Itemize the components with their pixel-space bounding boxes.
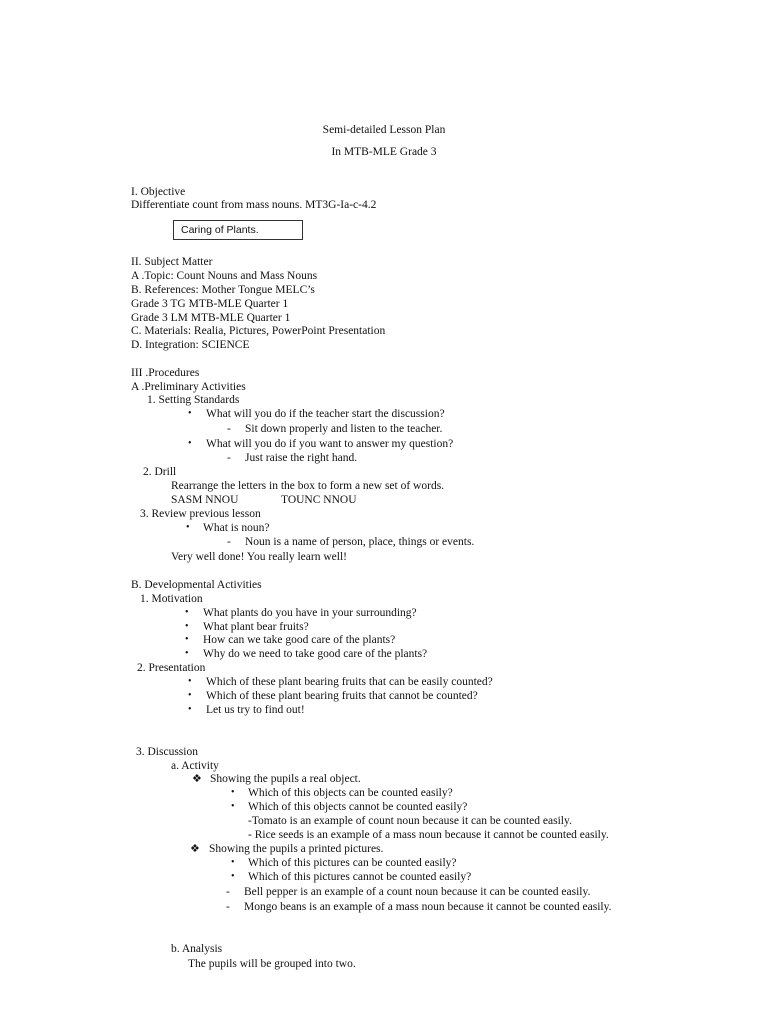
standards-answer: Just raise the right hand. — [245, 452, 358, 464]
presentation-item: Let us try to find out! — [206, 704, 305, 716]
motivation-item: What plant bear fruits? — [203, 621, 309, 633]
activity-title: a. Activity — [171, 760, 219, 772]
bullet-icon: • — [188, 690, 192, 701]
review-question: What is noun? — [203, 522, 270, 534]
analysis-title: b. Analysis — [171, 943, 223, 955]
review-answer: Noun is a name of person, place, things or events. — [245, 536, 475, 548]
activity-item: Showing the pupils a real object. — [210, 773, 361, 785]
objective-text: Differentiate count from mass nouns. MT3G-Ia-c-4.2 — [131, 199, 377, 211]
discussion-title: 3. Discussion — [136, 746, 198, 758]
setting-standards-title: 1. Setting Standards — [147, 394, 240, 406]
subject-matter-line: A .Topic: Count Nouns and Mass Nouns — [131, 270, 318, 282]
dash-marker: - — [226, 886, 230, 898]
bullet-icon: • — [188, 408, 192, 419]
presentation-item: Which of these plant bearing fruits that cannot be counted? — [206, 690, 478, 702]
standards-question: What will you do if you want to answer my question? — [206, 438, 454, 450]
preliminary-heading: A .Preliminary Activities — [131, 381, 246, 393]
activity-item: Showing the pupils a printed pictures. — [209, 843, 384, 855]
bullet-icon: • — [188, 676, 192, 687]
dash-marker: - — [227, 536, 231, 548]
activity-answer: -Tomato is an example of count noun because it can be counted easily. — [248, 815, 572, 827]
bullet-icon: • — [185, 634, 189, 645]
activity-question: Which of this objects can be counted easily? — [248, 787, 453, 799]
dash-marker: - — [227, 452, 231, 464]
motivation-item: How can we take good care of the plants? — [203, 634, 396, 646]
topic-box: Caring of Plants. — [173, 220, 303, 240]
bullet-icon: • — [188, 704, 192, 715]
dash-marker: - — [227, 423, 231, 435]
activity-answer: Bell pepper is an example of a count noun because it can be counted easily. — [244, 886, 591, 898]
bullet-icon: • — [231, 787, 235, 798]
objective-heading: I. Objective — [131, 186, 186, 198]
subject-matter-line: D. Integration: SCIENCE — [131, 339, 250, 351]
activity-question: Which of this pictures can be counted easily? — [248, 857, 457, 869]
review-title: 3. Review previous lesson — [140, 508, 261, 520]
subject-matter-heading: II. Subject Matter — [131, 256, 213, 268]
bullet-icon: • — [231, 801, 235, 812]
document-subtitle: In MTB-MLE Grade 3 — [331, 146, 437, 158]
presentation-item: Which of these plant bearing fruits that can be easily counted? — [206, 676, 493, 688]
bullet-icon: • — [188, 438, 192, 449]
bullet-icon: • — [231, 857, 235, 868]
subject-matter-line: Grade 3 TG MTB-MLE Quarter 1 — [131, 298, 289, 310]
drill-word: TOUNC NNOU — [281, 494, 357, 506]
developmental-heading: B. Developmental Activities — [131, 579, 262, 591]
standards-question: What will you do if the teacher start the discussion? — [206, 408, 445, 420]
diamond-bullet-icon: ❖ — [192, 772, 202, 785]
activity-question: Which of this pictures cannot be counted easily? — [248, 871, 472, 883]
diamond-bullet-icon: ❖ — [190, 842, 200, 855]
dash-marker: - — [226, 901, 230, 913]
bullet-icon: • — [231, 871, 235, 882]
subject-matter-line: Grade 3 LM MTB-MLE Quarter 1 — [131, 312, 291, 324]
procedures-heading: III .Procedures — [131, 367, 200, 379]
activity-question: Which of this objects cannot be counted easily? — [248, 801, 468, 813]
activity-answer: Mongo beans is an example of a mass noun because it cannot be counted easily. — [244, 901, 612, 913]
subject-matter-line: C. Materials: Realia, Pictures, PowerPoint Presentation — [131, 325, 386, 337]
drill-instruction: Rearrange the letters in the box to form a new set of words. — [171, 480, 445, 492]
activity-answer: - Rice seeds is an example of a mass noun because it cannot be counted easily. — [248, 829, 609, 841]
bullet-icon: • — [186, 522, 190, 533]
subject-matter-line: B. References: Mother Tongue MELC’s — [131, 284, 315, 296]
drill-title: 2. Drill — [143, 466, 177, 478]
document-title: Semi-detailed Lesson Plan — [322, 124, 446, 136]
motivation-item: What plants do you have in your surrounding? — [203, 607, 417, 619]
review-praise: Very well done! You really learn well! — [171, 551, 347, 563]
standards-answer: Sit down properly and listen to the teacher. — [245, 423, 443, 435]
bullet-icon: • — [185, 621, 189, 632]
bullet-icon: • — [185, 648, 189, 659]
bullet-icon: • — [185, 607, 189, 618]
motivation-title: 1. Motivation — [140, 593, 203, 605]
analysis-text: The pupils will be grouped into two. — [188, 958, 356, 970]
drill-word: SASM NNOU — [171, 494, 239, 506]
motivation-item: Why do we need to take good care of the plants? — [203, 648, 428, 660]
presentation-title: 2. Presentation — [137, 662, 206, 674]
